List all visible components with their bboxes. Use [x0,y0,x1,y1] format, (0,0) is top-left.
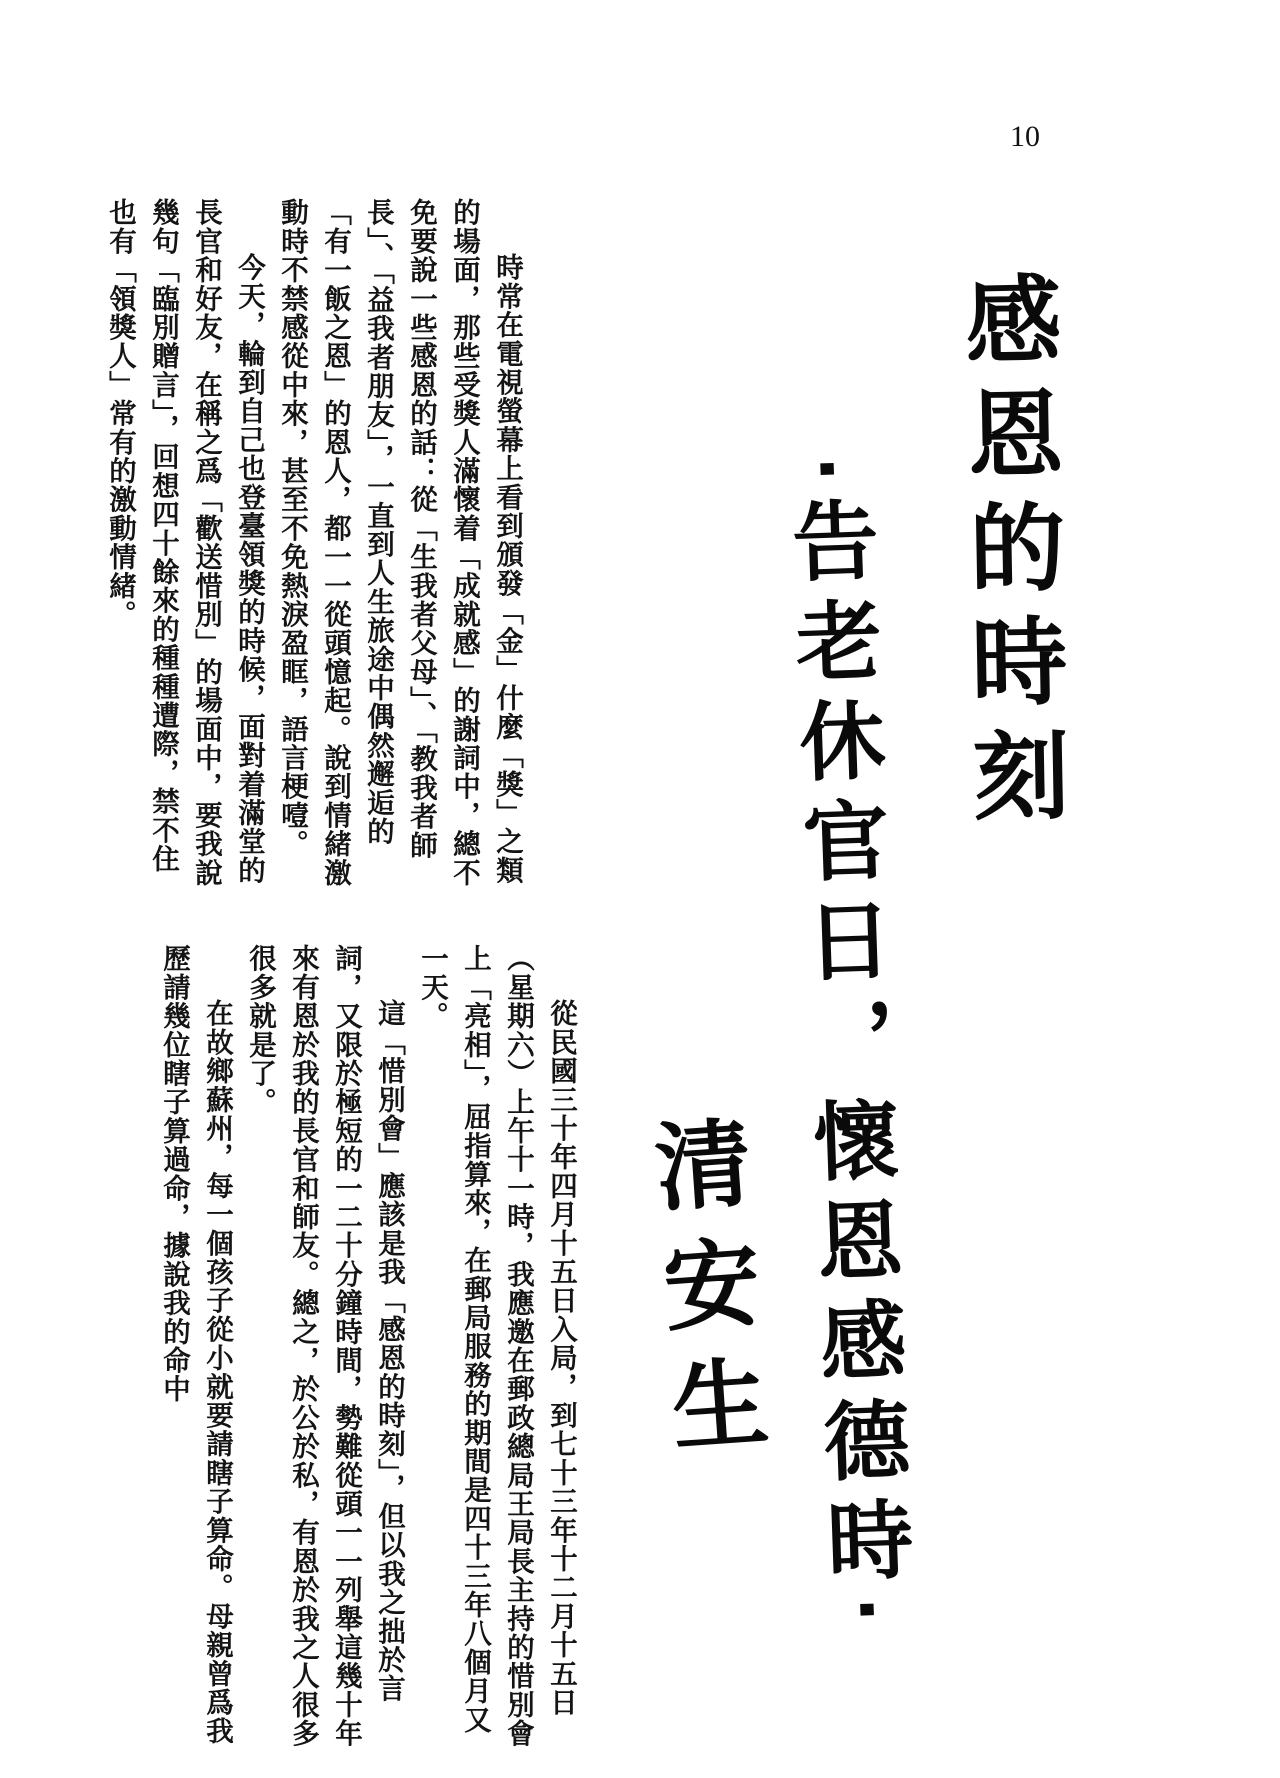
body-text-lower [0,944,582,1749]
paragraph: 今天，輪到自己也登臺領獎的時候，面對着滿堂的長官和好友，在稱之爲「歡送惜別」的場面中，要我說幾句「臨別贈言」，回想四十餘來的種種遭際，禁不住也有「領獎人」常有的激動情緒。 [104,198,265,887]
paragraph: 在故鄉蘇州，每一個孩子從小就要請瞎子算命。母親曾爲我歷請幾位瞎子算過命，據說我的命中 [158,944,233,1746]
calligraphy-title: 感恩的時刻 [949,269,1072,841]
calligraphy-subtitle: ‧告老休官日，懷恩感德時‧ [774,453,917,1640]
body-text-upper [0,198,528,888]
paragraph: 時常在電視螢幕上看到頒發「金」什麼「獎」之類的場面，那些受獎人滿懷着「成就感」的謝詞中，總不免要說一些感恩的話：從「生我者父母」、「教我者師長」、「益我者朋友」，一直到人生旅途中偶然邂逅的「有一飯之恩」的恩人，都一一從頭憶起。說到情緒激動時不禁感從中來，甚至不免熱淚盈眶，語言梗噎。 [276,198,523,887]
page-number: 10 [1010,120,1040,153]
paragraph: 從民國三十年四月十五日入局，到七十三年十二月十五日（星期六）上午十一時，我應邀在郵政總局王局長主持的惜別會上「亮相」，屈指算來，在郵局服務的期間是四十三年八個月又一天。 [416,944,577,1748]
paragraph: 這「惜別會」應該是我「感恩的時刻」，但以我之拙於言詞，又限於極短的一二十分鐘時間，勢難從頭一一列舉這幾十年來有恩於我的長官和師友。總之，於公於私，有恩於我之人很多很多就是了。 [244,944,405,1748]
author-signature: 清安生 [636,1111,775,1479]
